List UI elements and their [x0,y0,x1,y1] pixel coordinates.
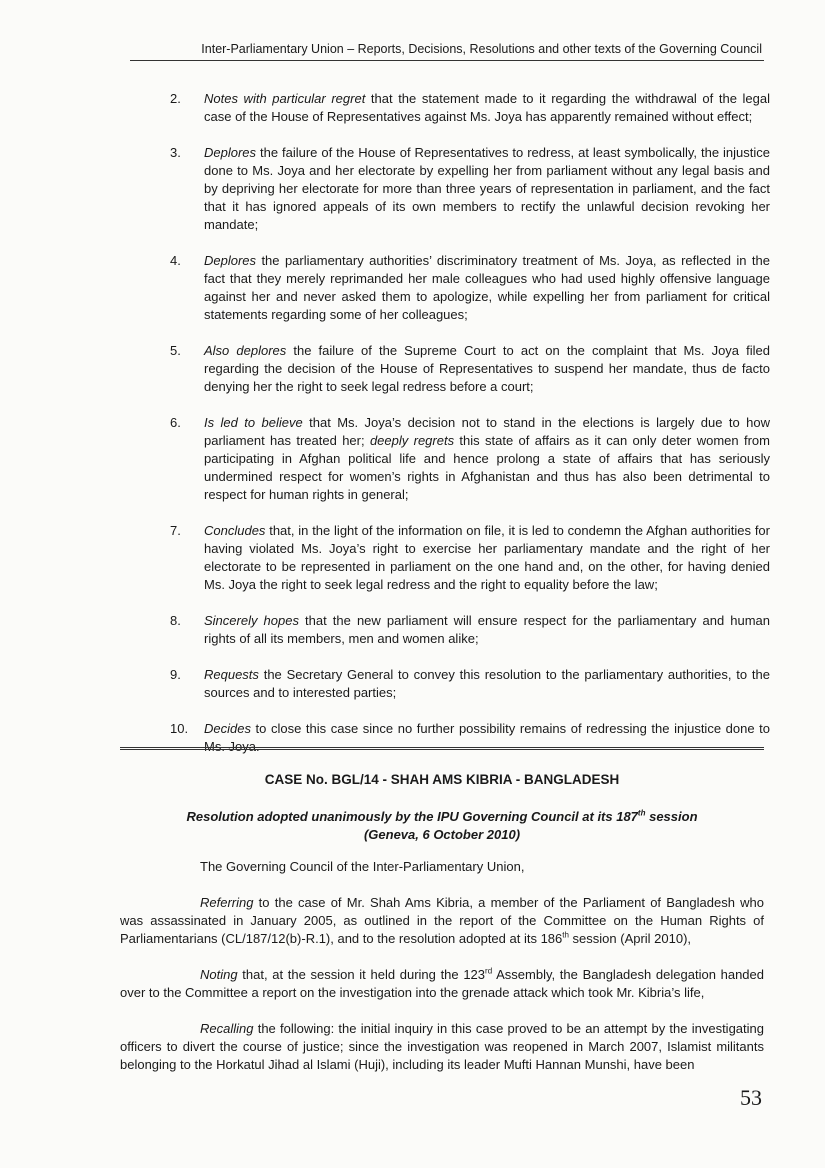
item-text: that the new parliament will ensure respect for the parliamentary and human rights of all its members, men and women alike; [204,613,771,646]
item-text: the failure of the Supreme Court to act on the complaint that Ms. Joya filed regarding the decision of the House of Representatives to suspend her mandate, thus de facto denying her the right to seek legal redress before a court; [204,343,770,394]
item-number: 10. [170,721,189,736]
resolution-line-1: Resolution adopted unanimously by the IPU Governing Council at its 187th session [186,808,698,824]
paragraph-noting: Noting that, at the session it held during the 123rd Assembly, the Bangladesh delegation handed over to the Committee a report on the investigation into the grenade attack which took Mr. Kibria’s life, [120,966,764,1000]
item-lead: Sincerely hopes [204,613,299,628]
list-item [160,522,770,594]
list-item [160,666,770,702]
item-text: the Secretary General to convey this resolution to the parliamentary authorities, to the sources and to interested parties; [204,667,770,700]
item-number: 3. [170,145,181,160]
item-text-secondary: this state of affairs as it can only deter women from participating in Afghan political life and hence prolong a state of affairs that has seriously undermined respect for women’s rights in Afghanistan and thus has also been detrimental to respect for human rights in general; [204,433,770,502]
resolution-body [120,858,764,1092]
list-item [160,144,770,234]
item-lead-secondary: deeply regrets [369,433,455,448]
paragraph-recalling: Recalling the following: the initial inquiry in this case proved to be an attempt by the investigating officers to divert the course of justice; since the investigation was reopened in March 2007, Islamist militants belonging to the Horkatul Jihad al Islami (Huji), including its leader Mufti Hannan Munshi, have been [120,1021,764,1072]
paragraph-referring: Referring to the case of Mr. Shah Ams Kibria, a member of the Parliament of Bangladesh who was assassinated in January 2005, as outlined in the report of the Committee on the Human Rights of Parliamentarians (CL/187/12(b)-R.1), and to the resolution adopted at its 186th session (April 2010), [120,895,764,946]
item-lead: Deplores [204,253,257,268]
list-item [160,252,770,324]
list-item [160,90,770,126]
item-text: the parliamentary authorities’ discriminatory treatment of Ms. Joya, as reflected in the fact that they merely reprimanded her male colleagues who had used highly offensive language against her and never asked them to apologize, while expelling her from parliament for critical statements regarding some of her colleagues; [204,253,770,322]
item-text: to close this case since no further possibility remains of redressing the injustice done to Ms. Joya. [204,721,770,754]
page-number: 53 [740,1085,762,1110]
item-number: 2. [170,91,181,106]
intro-paragraph: The Governing Council of the Inter-Parliamentary Union, [200,859,525,874]
case-title: CASE No. BGL/14 - SHAH AMS KIBRIA - BANGLADESH [264,772,620,787]
item-lead: Deplores [204,145,257,160]
item-lead: Also deplores [204,343,287,358]
item-number: 6. [170,415,181,430]
item-number: 9. [170,667,181,682]
running-header: Inter-Parliamentary Union – Reports, Decisions, Resolutions and other texts of the Governing Council [201,42,762,56]
list-item [160,720,770,756]
list-item [160,612,770,648]
item-number: 7. [170,523,181,538]
list-item [160,414,770,504]
list-item [160,342,770,396]
item-number: 8. [170,613,181,628]
item-lead: Concludes [204,523,266,538]
header-rule [130,60,764,61]
item-text: that Ms. Joya’s decision not to stand in the elections is largely due to how parliament has treated her; [204,415,770,448]
item-lead: Decides [204,721,251,736]
item-number: 5. [170,343,181,358]
item-text: that the statement made to it regarding the withdrawal of the legal case of the House of Representatives against Ms. Joya has apparently remained without effect; [204,91,770,124]
item-lead: Notes with particular regret [204,91,366,106]
item-text: that, in the light of the information on file, it is led to condemn the Afghan authorities for having violated Ms. Joya’s right to exercise her parliamentary mandate and the right of her electorate to be represented in parliament on the one hand and, on the other, for having denied Ms. Joya the right to seek legal redress and the right to equality before the law; [204,523,770,592]
resolution-subtitle [120,808,764,844]
item-lead: Requests [204,667,259,682]
resolution-items [160,90,770,774]
resolution-line-2: (Geneva, 6 October 2010) [363,827,521,842]
item-lead: Is led to believe [204,415,303,430]
item-number: 4. [170,253,181,268]
item-text: the failure of the House of Representatives to redress, at least symbolically, the injustice done to Ms. Joya and her electorate by expelling her from parliament without any legal basis and by depriving her electorate for more than three years of representation in parliament, and the fact that it has ignored appeals of its own members to rectify the unlawful decision revoking her mandate; [204,145,770,232]
section-divider [120,747,764,750]
